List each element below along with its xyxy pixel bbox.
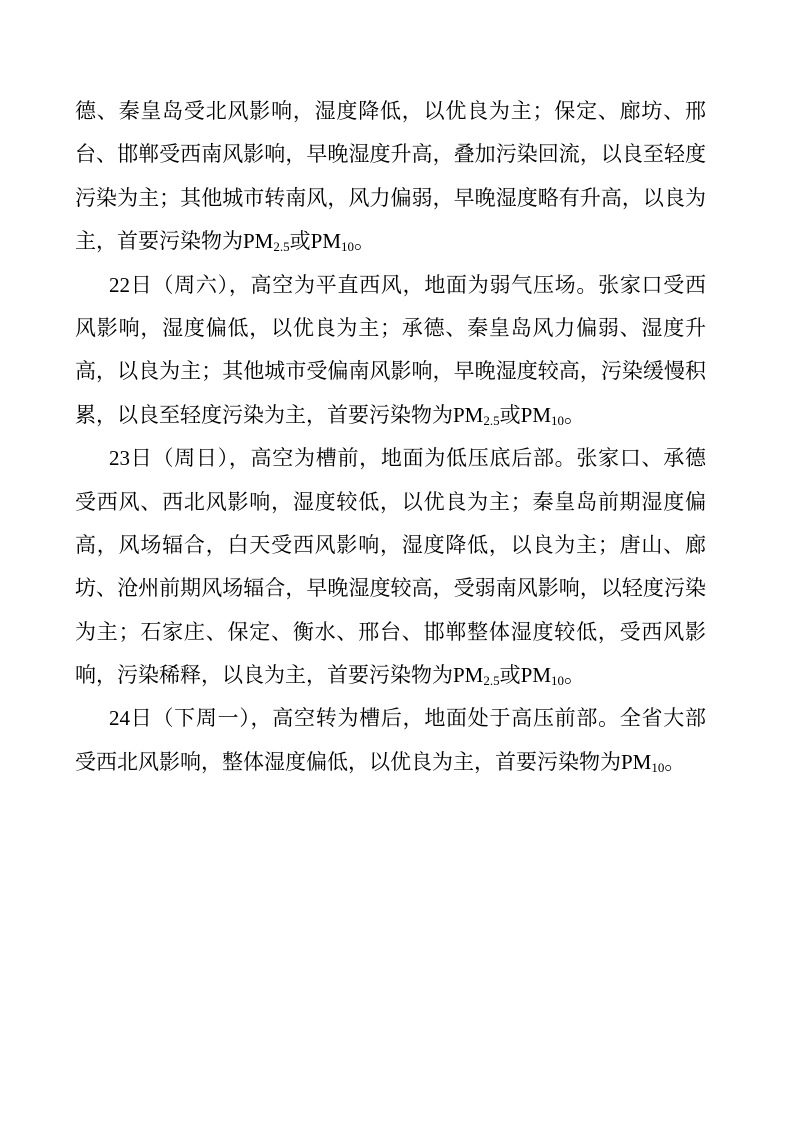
text-line: 22日（周六），高空为平直西风，地面为弱气压场。张家口受西 [109, 272, 706, 297]
text-line: 污染为主；其他城市转南风，风力偏弱，早晚湿度略有升高，以良为 [75, 185, 706, 210]
text-line: 高，风场辐合，白天受西风影响，湿度降低，以良为主；唐山、廊 [75, 532, 706, 557]
text-line: 受西北风影响，整体湿度偏低，以优良为主，首要污染物为$PM_{10}$。 [75, 749, 686, 775]
pm-subscript: 10 [551, 412, 565, 428]
text-line: 23日（周日），高空为槽前，地面为低压底后部。张家口、承德 [109, 446, 706, 471]
text-line: 台、邯郸受西南风影响，早晚湿度升高，叠加污染回流，以良至轻度 [75, 142, 706, 167]
forecast-paragraph-day24 [75, 697, 706, 784]
text-line: 响，污染稀释，以良为主，首要污染物为$PM_{2.5}$或$PM_{10}$。 [75, 663, 586, 688]
text-line: 坊、沧州前期风场辐合，早晚湿度较高，受弱南风影响，以轻度污染 [75, 576, 706, 601]
pm-subscript: 2.5 [483, 412, 500, 428]
pm-subscript: 2.5 [483, 672, 500, 688]
text-line: 主，首要污染物为$PM_{2.5}$或$PM_{10}$。 [75, 229, 376, 255]
document-body [75, 90, 706, 784]
text-line: 德、秦皇岛受北风影响，湿度降低，以优良为主；保定、廊坊、邢 [75, 99, 706, 123]
text-line: 24日（下周一），高空转为槽后，地面处于高压前部。全省大部 [109, 706, 706, 731]
forecast-paragraph-day22 [75, 264, 706, 438]
text-line: 高，以良为主；其他城市受偏南风影响，早晚湿度较高，污染缓慢积 [75, 359, 706, 384]
text-line: 风影响，湿度偏低，以优良为主；承德、秦皇岛风力偏弱、湿度升 [75, 315, 706, 340]
text-line: 累，以良至轻度污染为主，首要污染物为$PM_{2.5}$或$PM_{10}$。 [75, 402, 586, 428]
pm-subscript: 10 [341, 239, 355, 255]
forecast-paragraph-continued [75, 90, 706, 264]
text-line: 为主；石家庄、保定、衡水、邢台、邯郸整体湿度较低，受西风影 [75, 619, 706, 644]
pm-subscript: 10 [651, 759, 665, 775]
pm-subscript: 10 [551, 672, 565, 688]
pm-subscript: 2.5 [273, 239, 290, 255]
text-line: 受西风、西北风影响，湿度较低，以优良为主；秦皇岛前期湿度偏 [75, 489, 706, 514]
forecast-paragraph-day23 [75, 437, 706, 697]
